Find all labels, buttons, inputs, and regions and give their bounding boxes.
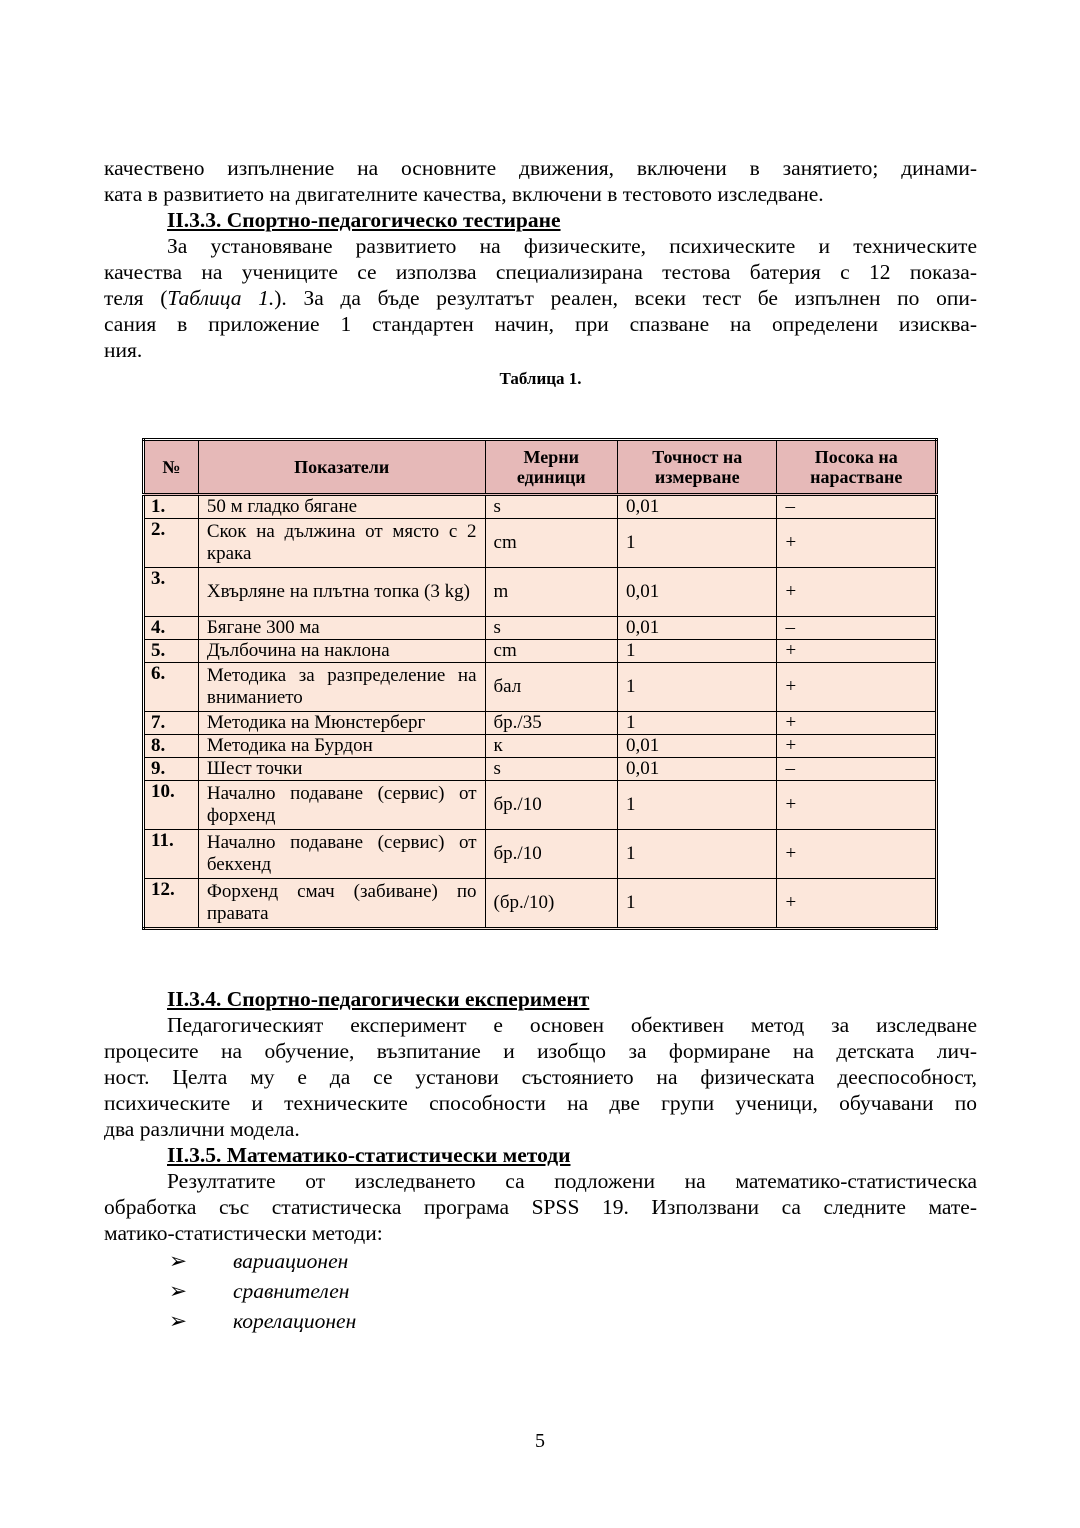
paragraph-line: процесите на обучение, възпитание и изобщо за формиране на детската лич- xyxy=(104,1039,977,1063)
methods-list xyxy=(104,1246,977,1336)
paragraph-line: качества на учениците се използва специализирана тестова батерия с 12 показа- xyxy=(104,260,977,284)
page-number: 5 xyxy=(535,1430,545,1452)
table-row xyxy=(144,735,937,758)
row-unit: бр./35 xyxy=(485,712,618,735)
paragraph-line: сания в приложение 1 стандартен начин, при спазване на определени изисква- xyxy=(104,312,977,336)
row-indicator: Форхенд смач (забиване) по правата xyxy=(198,879,485,929)
list-item-text: сравнителен xyxy=(233,1279,350,1303)
text-fragment: теля ( xyxy=(104,286,168,310)
paragraph-line: два различни модела. xyxy=(104,1117,300,1141)
table-row xyxy=(144,663,937,712)
section-heading-334: II.3.4. Спортно-педагогически експеримент xyxy=(167,987,590,1011)
section-heading-335: II.3.5. Математико-статистически методи xyxy=(167,1143,571,1167)
row-precision: 1 xyxy=(618,712,777,735)
row-number: 7. xyxy=(144,712,199,735)
row-indicator: 50 м гладко бягане xyxy=(198,495,485,519)
row-direction: + xyxy=(777,519,937,568)
table-reference: Таблица 1. xyxy=(167,286,275,310)
row-indicator: Методика на Бурдон xyxy=(198,735,485,758)
row-direction: + xyxy=(777,663,937,712)
row-precision: 1 xyxy=(618,640,777,663)
arrow-bullet-icon: ➢ xyxy=(169,1309,188,1333)
arrow-bullet-icon: ➢ xyxy=(169,1249,188,1273)
row-direction: + xyxy=(777,712,937,735)
row-number: 3. xyxy=(144,568,199,617)
row-precision: 1 xyxy=(618,879,777,929)
row-number: 6. xyxy=(144,663,199,712)
row-direction: + xyxy=(777,781,937,830)
row-precision: 1 xyxy=(618,663,777,712)
arrow-bullet-icon: ➢ xyxy=(169,1279,188,1303)
table-header-row xyxy=(144,440,937,495)
row-number: 1. xyxy=(144,495,199,519)
table-row xyxy=(144,617,937,640)
row-precision: 0,01 xyxy=(618,735,777,758)
page-body xyxy=(104,155,977,391)
table-row xyxy=(144,495,937,519)
row-precision: 1 xyxy=(618,830,777,879)
row-number: 10. xyxy=(144,781,199,830)
paragraph-line: ност. Целта му е да се установи състоянието на физическата дееспособност, xyxy=(104,1065,977,1089)
row-indicator: Начално подаване (сервис) от бекхенд xyxy=(198,830,485,879)
row-precision: 0,01 xyxy=(618,758,777,781)
list-item-text: вариационен xyxy=(233,1249,349,1273)
header-units: Мерни единици xyxy=(485,440,618,495)
table-row xyxy=(144,781,937,830)
row-number: 9. xyxy=(144,758,199,781)
paragraph-line: Резултатите от изследването са подложени на математико-статистическа xyxy=(167,1169,977,1193)
row-indicator: Дълбочина на наклона xyxy=(198,640,485,663)
table-row xyxy=(144,519,937,568)
row-precision: 0,01 xyxy=(618,568,777,617)
row-unit: (бр./10) xyxy=(485,879,618,929)
list-item xyxy=(104,1306,977,1336)
row-indicator: Шест точки xyxy=(198,758,485,781)
row-unit: s xyxy=(485,495,618,519)
row-indicator: Бягане 300 ма xyxy=(198,617,485,640)
paragraph-line: матико-статистически методи: xyxy=(104,1221,383,1245)
row-number: 5. xyxy=(144,640,199,663)
row-direction: + xyxy=(777,640,937,663)
row-unit: cm xyxy=(485,519,618,568)
row-direction: + xyxy=(777,879,937,929)
row-number: 4. xyxy=(144,617,199,640)
row-unit: бр./10 xyxy=(485,781,618,830)
paragraph-line: Педагогическият експеримент е основен обективен метод за изследване xyxy=(167,1013,977,1037)
row-unit: бр./10 xyxy=(485,830,618,879)
table-row xyxy=(144,758,937,781)
row-number: 12. xyxy=(144,879,199,929)
paragraph-line: обработка със статистическа програма SPSS 19. Използвани са следните мате- xyxy=(104,1195,977,1219)
row-precision: 1 xyxy=(618,781,777,830)
row-number: 11. xyxy=(144,830,199,879)
row-unit: s xyxy=(485,617,618,640)
row-indicator: Методика на Мюнстерберг xyxy=(198,712,485,735)
table-caption: Таблица 1. xyxy=(499,369,582,388)
header-precision: Точност на измерване xyxy=(618,440,777,495)
row-indicator: Начално подаване (сервис) от форхенд xyxy=(198,781,485,830)
row-unit: s xyxy=(485,758,618,781)
row-indicator: Хвърляне на плътна топка (3 kg) xyxy=(198,568,485,617)
list-item xyxy=(104,1276,977,1306)
row-precision: 1 xyxy=(618,519,777,568)
section-heading-333: II.3.3. Спортно-педагогическо тестиране xyxy=(167,208,561,232)
row-indicator: Скок на дължина от място с 2 крака xyxy=(198,519,485,568)
list-item-text: корелационен xyxy=(233,1309,357,1333)
list-item xyxy=(104,1246,977,1276)
row-indicator: Методика за разпределение на вниманието xyxy=(198,663,485,712)
row-direction: – xyxy=(777,617,937,640)
row-unit: к xyxy=(485,735,618,758)
row-direction: + xyxy=(777,735,937,758)
intro-line-1: качествено изпълнение на основните движения, включени в занятието; динами- xyxy=(104,156,977,180)
table-row xyxy=(144,640,937,663)
intro-line-2: ката в развитието на двигателните качества, включени в тестовото изследване. xyxy=(104,182,824,206)
text-fragment: ). За да бъде резултатът реален, всеки тест бе изпълнен по опи- xyxy=(274,286,977,310)
row-direction: + xyxy=(777,568,937,617)
paragraph-line: За установяване развитието на физическите, психическите и техническите xyxy=(167,234,977,258)
table-row xyxy=(144,879,937,929)
paragraph-line xyxy=(104,285,977,311)
row-direction: – xyxy=(777,495,937,519)
header-direction: Посока на нарастване xyxy=(777,440,937,495)
row-number: 8. xyxy=(144,735,199,758)
row-unit: бал xyxy=(485,663,618,712)
header-number: № xyxy=(144,440,199,495)
paragraph-line: ния. xyxy=(104,338,143,362)
row-precision: 0,01 xyxy=(618,495,777,519)
row-direction: + xyxy=(777,830,937,879)
row-unit: m xyxy=(485,568,618,617)
header-indicators: Показатели xyxy=(198,440,485,495)
paragraph-line: психическите и техническите способности на две групи ученици, обучавани по xyxy=(104,1091,977,1115)
page-body-lower xyxy=(104,986,977,1336)
row-precision: 0,01 xyxy=(618,617,777,640)
indicators-table xyxy=(142,438,938,930)
row-direction: – xyxy=(777,758,937,781)
table-row xyxy=(144,830,937,879)
table-row xyxy=(144,568,937,617)
table-row xyxy=(144,712,937,735)
row-unit: cm xyxy=(485,640,618,663)
row-number: 2. xyxy=(144,519,199,568)
